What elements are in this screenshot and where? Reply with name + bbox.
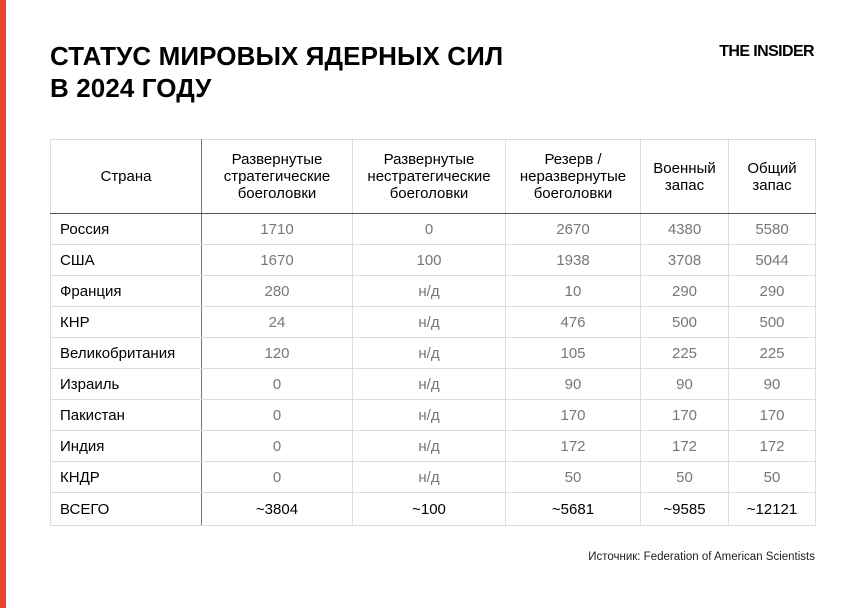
table-row bbox=[51, 400, 816, 431]
header-country: Страна bbox=[51, 140, 202, 214]
value-cell: 0 bbox=[202, 462, 353, 493]
value-cell: 90 bbox=[641, 369, 729, 400]
the-insider-logo: THE INSIDER bbox=[719, 43, 814, 60]
value-cell: 500 bbox=[641, 307, 729, 338]
value-cell: н/д bbox=[353, 307, 506, 338]
total-value-cell: ~9585 bbox=[641, 493, 729, 526]
total-label-cell: ВСЕГО bbox=[51, 493, 202, 526]
value-cell: 172 bbox=[506, 431, 641, 462]
header-deployed-nonstrategic: Развернутые нестратегические боеголовки bbox=[353, 140, 506, 214]
header-military-stockpile: Военный запас bbox=[641, 140, 729, 214]
value-cell: 105 bbox=[506, 338, 641, 369]
value-cell: 290 bbox=[641, 276, 729, 307]
value-cell: 100 bbox=[353, 245, 506, 276]
value-cell: 1670 bbox=[202, 245, 353, 276]
value-cell: н/д bbox=[353, 369, 506, 400]
value-cell: 500 bbox=[729, 307, 816, 338]
header-total-inventory: Общий запас bbox=[729, 140, 816, 214]
value-cell: 0 bbox=[353, 214, 506, 245]
value-cell: н/д bbox=[353, 276, 506, 307]
value-cell: 172 bbox=[729, 431, 816, 462]
value-cell: 50 bbox=[729, 462, 816, 493]
value-cell: 2670 bbox=[506, 214, 641, 245]
table-row bbox=[51, 369, 816, 400]
table-row bbox=[51, 462, 816, 493]
value-cell: 290 bbox=[729, 276, 816, 307]
value-cell: 1938 bbox=[506, 245, 641, 276]
country-cell: Франция bbox=[51, 276, 202, 307]
value-cell: 0 bbox=[202, 369, 353, 400]
country-cell: КНДР bbox=[51, 462, 202, 493]
page-title bbox=[50, 40, 503, 104]
nuclear-forces-table bbox=[50, 139, 816, 526]
value-cell: 3708 bbox=[641, 245, 729, 276]
total-value-cell: ~3804 bbox=[202, 493, 353, 526]
total-row bbox=[51, 493, 816, 526]
value-cell: 5044 bbox=[729, 245, 816, 276]
value-cell: 1710 bbox=[202, 214, 353, 245]
value-cell: 170 bbox=[729, 400, 816, 431]
value-cell: 225 bbox=[641, 338, 729, 369]
value-cell: 50 bbox=[506, 462, 641, 493]
country-cell: КНР bbox=[51, 307, 202, 338]
country-cell: США bbox=[51, 245, 202, 276]
country-cell: Пакистан bbox=[51, 400, 202, 431]
header-deployed-strategic: Развернутые стратегические боеголовки bbox=[202, 140, 353, 214]
value-cell: 476 bbox=[506, 307, 641, 338]
table-row bbox=[51, 214, 816, 245]
country-cell: Россия bbox=[51, 214, 202, 245]
value-cell: 50 bbox=[641, 462, 729, 493]
total-value-cell: ~12121 bbox=[729, 493, 816, 526]
table-body bbox=[51, 214, 816, 526]
value-cell: 10 bbox=[506, 276, 641, 307]
total-value-cell: ~100 bbox=[353, 493, 506, 526]
country-cell: Израиль bbox=[51, 369, 202, 400]
value-cell: 90 bbox=[729, 369, 816, 400]
value-cell: 170 bbox=[641, 400, 729, 431]
table-row bbox=[51, 245, 816, 276]
country-cell: Индия bbox=[51, 431, 202, 462]
header-row bbox=[51, 140, 816, 214]
total-value-cell: ~5681 bbox=[506, 493, 641, 526]
value-cell: 90 bbox=[506, 369, 641, 400]
value-cell: 24 bbox=[202, 307, 353, 338]
table-row bbox=[51, 276, 816, 307]
country-cell: Великобритания bbox=[51, 338, 202, 369]
table-row bbox=[51, 338, 816, 369]
value-cell: н/д bbox=[353, 462, 506, 493]
accent-bar bbox=[0, 0, 6, 608]
page-title-line-2: В 2024 ГОДУ bbox=[50, 73, 212, 103]
value-cell: 225 bbox=[729, 338, 816, 369]
header-reserve: Резерв / неразвернутые боеголовки bbox=[506, 140, 641, 214]
table-row bbox=[51, 431, 816, 462]
value-cell: 170 bbox=[506, 400, 641, 431]
table-row bbox=[51, 307, 816, 338]
value-cell: 4380 bbox=[641, 214, 729, 245]
value-cell: 0 bbox=[202, 400, 353, 431]
table-header bbox=[51, 140, 816, 214]
value-cell: 172 bbox=[641, 431, 729, 462]
value-cell: 5580 bbox=[729, 214, 816, 245]
value-cell: 120 bbox=[202, 338, 353, 369]
value-cell: н/д bbox=[353, 400, 506, 431]
page-title-line-1: СТАТУС МИРОВЫХ ЯДЕРНЫХ СИЛ bbox=[50, 41, 504, 71]
source-note: Источник: Federation of American Scientists bbox=[588, 551, 815, 563]
value-cell: н/д bbox=[353, 338, 506, 369]
value-cell: 280 bbox=[202, 276, 353, 307]
value-cell: н/д bbox=[353, 431, 506, 462]
value-cell: 0 bbox=[202, 431, 353, 462]
